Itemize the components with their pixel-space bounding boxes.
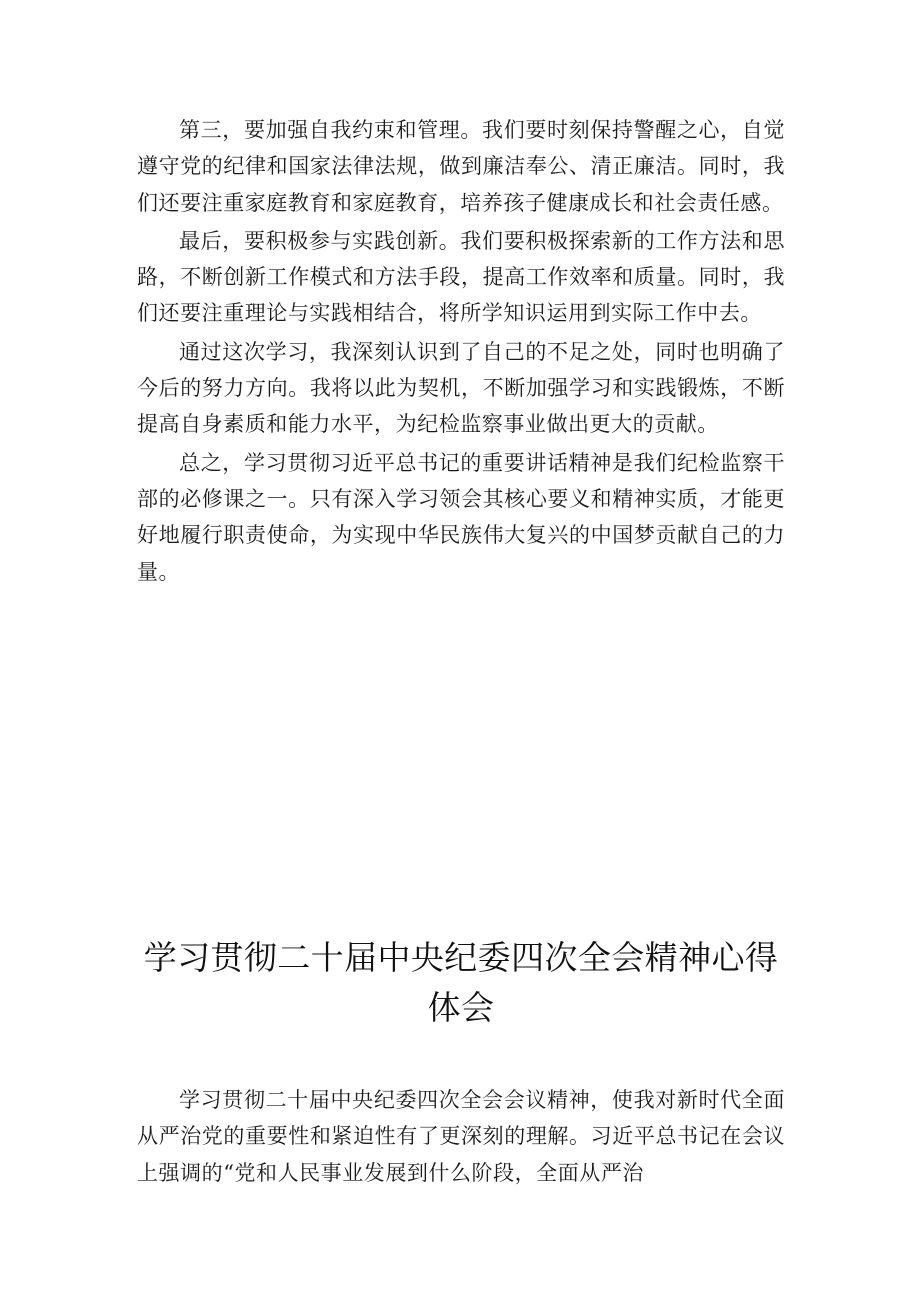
document-body [137, 112, 785, 592]
section-title: 学习贯彻二十届中央纪委四次全会精神心得体会 [143, 938, 779, 1027]
section-paragraph-intro: 学习贯彻二十届中央纪委四次全会会议精神，使我对新时代全面从严治党的重要性和紧迫性有了更深刻的理解。习近平总书记在会议上强调的“党和人民事业发展到什么阶段，全面从严治 [137, 1088, 785, 1185]
paragraph-conclusion: 总之，学习贯彻习近平总书记的重要讲话精神是我们纪检监察干部的必修课之一。只有深入学习领会其核心要义和精神实质，才能更好地履行职责使命，为实现中华民族伟大复兴的中国梦贡献自己的力量。 [137, 450, 785, 584]
paragraph-practice-innovation: 最后，要积极参与实践创新。我们要积极探索新的工作方法和思路，不断创新工作模式和方法手段，提高工作效率和质量。同时，我们还要注重理论与实践相结合，将所学知识运用到实际工作中去。 [137, 228, 785, 326]
section-body [137, 1082, 785, 1193]
paragraph-self-discipline: 第三，要加强自我约束和管理。我们要时刻保持警醒之心，自觉遵守党的纪律和国家法律法规，做到廉洁奉公、清正廉洁。同时，我们还要注重家庭教育和家庭教育，培养孩子健康成长和社会责任感。 [137, 118, 785, 215]
paragraph-reflection: 通过这次学习，我深刻认识到了自己的不足之处，同时也明确了今后的努力方向。我将以此为契机，不断加强学习和实践锻炼，不断提高自身素质和能力水平，为纪检监察事业做出更大的贡献。 [137, 339, 785, 437]
